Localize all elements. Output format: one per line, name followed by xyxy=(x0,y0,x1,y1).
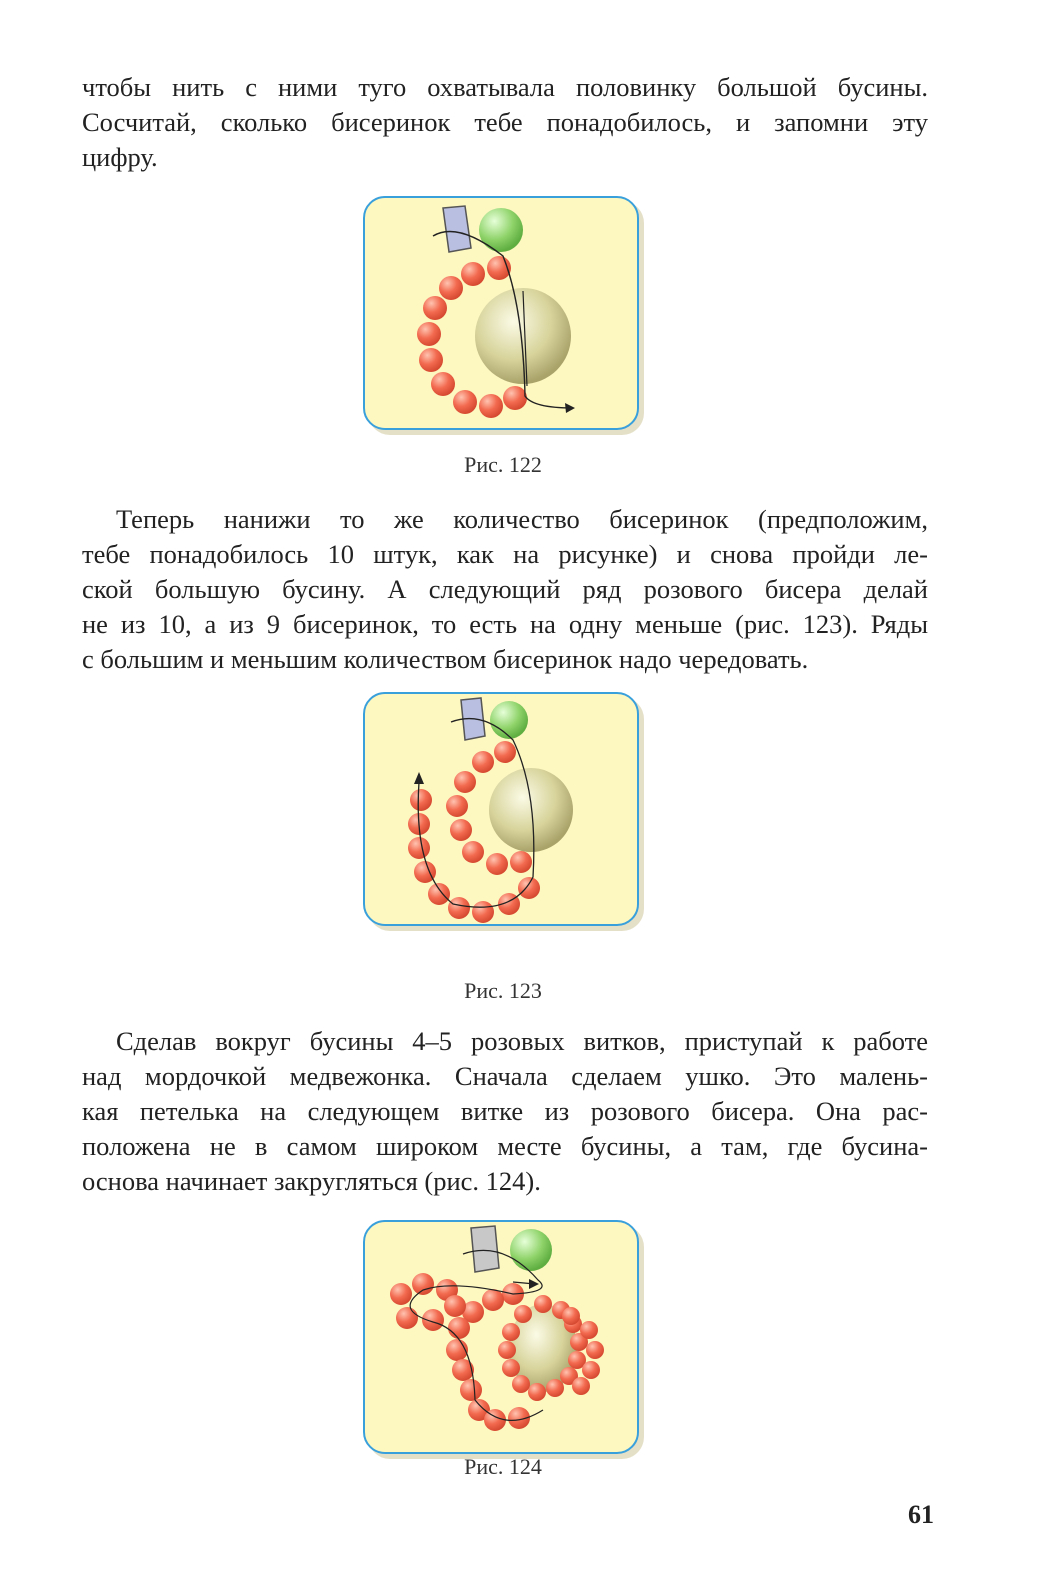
text-line: над мордочкой медвежонка. Сначала сделаем ушко. Это малень- xyxy=(82,1061,928,1091)
figure-122 xyxy=(363,196,647,436)
figure-caption: Рис. 122 xyxy=(464,452,542,477)
text-line: положена не в самом широком месте бусины, а там, где бусина- xyxy=(82,1131,928,1161)
needle-card xyxy=(471,1226,499,1272)
text-line: кая петелька на следующем витке из розового бисера. Она рас- xyxy=(82,1096,928,1126)
green-bead xyxy=(510,1229,552,1271)
arrow-head xyxy=(565,403,575,413)
text-line: Теперь нанижи то же количество бисеринок (предположим, xyxy=(116,504,928,534)
text-line: тебе понадобилось 10 штук, как на рисунке) и снова пройди ле- xyxy=(82,539,928,569)
text-line: чтобы нить с ними туго охватывала половинку большой бусины. xyxy=(82,72,928,102)
figure-caption: Рис. 124 xyxy=(464,1454,542,1479)
text-line: Сосчитай, сколько бисеринок тебе понадобилось, и запомни эту xyxy=(82,107,928,137)
text-line: ской большую бусину. А следующий ряд розового бисера делай xyxy=(82,574,928,604)
arrow-head xyxy=(414,772,424,784)
big-bead xyxy=(489,768,573,852)
paragraph-2 xyxy=(82,502,928,677)
text-line: с большим и меньшим количеством бисеринок надо чередовать. xyxy=(82,644,809,674)
green-bead xyxy=(479,208,523,252)
figure-caption: Рис. 123 xyxy=(464,978,542,1003)
paragraph-3 xyxy=(82,1024,928,1199)
green-bead xyxy=(490,701,528,739)
page-number: 61 xyxy=(908,1500,934,1529)
arrow-head xyxy=(529,1279,539,1289)
text-line: не из 10, а из 9 бисеринок, то есть на одну меньше (рис. 123). Ряды xyxy=(82,609,928,639)
bead-illustration xyxy=(363,196,647,436)
text-line: цифру. xyxy=(82,142,158,172)
needle-card xyxy=(443,206,471,252)
figure-123 xyxy=(363,692,647,932)
bead-illustration xyxy=(363,1220,647,1460)
bead-illustration xyxy=(363,692,647,932)
text-line: основа начинает закругляться (рис. 124). xyxy=(82,1166,541,1196)
text-line: Сделав вокруг бусины 4–5 розовых витков, приступай к работе xyxy=(116,1026,928,1056)
paragraph-1 xyxy=(82,70,928,175)
figure-124 xyxy=(363,1220,647,1460)
